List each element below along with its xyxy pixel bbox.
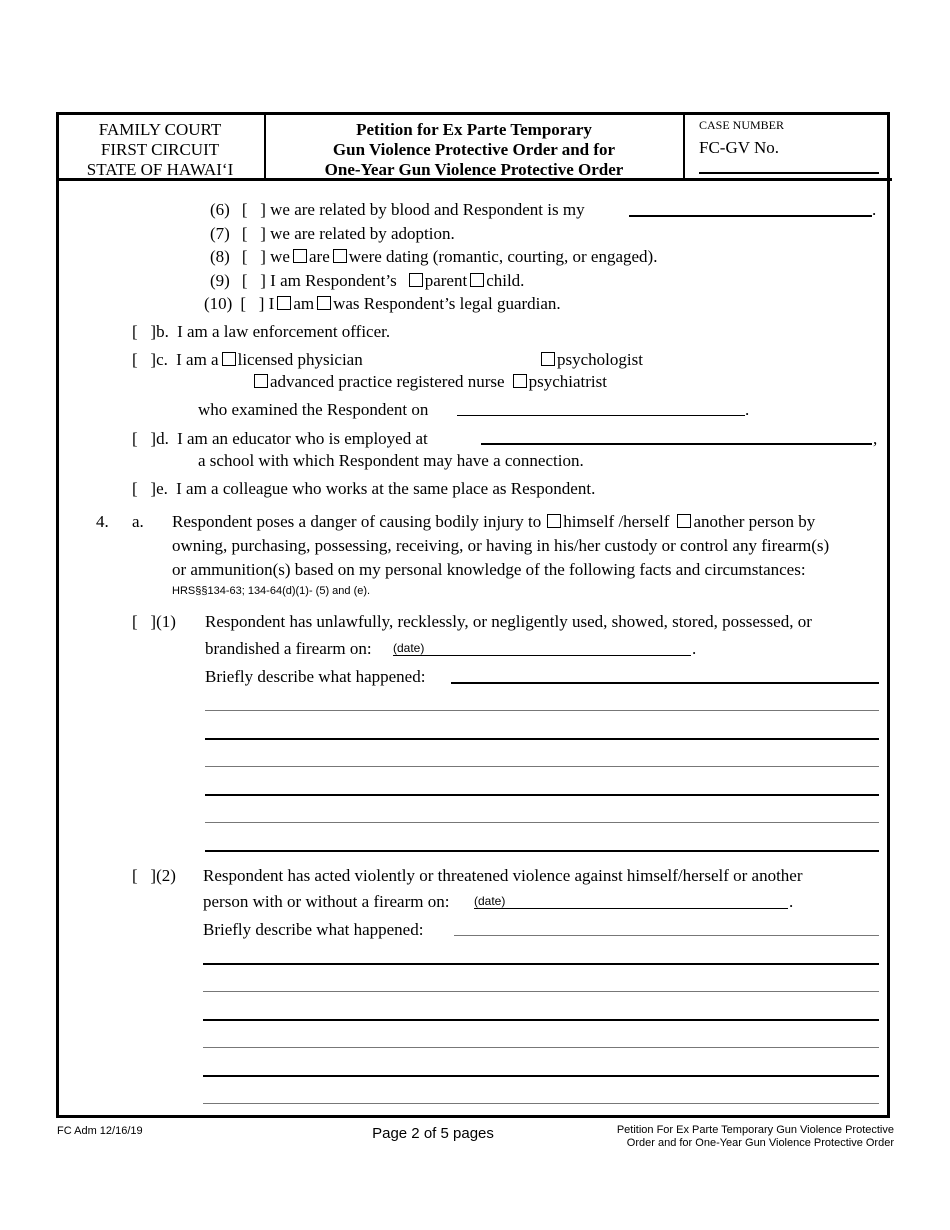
page-number: Page 2 of 5 pages (372, 1125, 494, 1142)
case-number-prefix: FC-GV No. (699, 138, 779, 157)
checkbox[interactable] (293, 249, 307, 263)
q2-line1: Respondent has acted violently or threatened violence against himself/herself or another (203, 866, 803, 885)
examined-date-field[interactable] (457, 415, 745, 416)
q1-line1: Respondent has unlawfully, recklessly, or negligently used, showed, stored, possessed, or (205, 612, 812, 631)
q1-describe-label: Briefly describe what happened: (205, 667, 426, 686)
q1-describe-line[interactable] (205, 794, 879, 796)
relation-6: (6) [ ] we are related by blood and Respondent is my (210, 200, 585, 219)
case-number-label: CASE NUMBER (699, 118, 785, 132)
checkbox[interactable] (333, 249, 347, 263)
item-c: [ ]c. I am a licensed physician (132, 350, 363, 369)
checkbox-bracket[interactable]: [ ] (132, 350, 157, 369)
q1-describe-line[interactable] (205, 766, 879, 767)
checkbox-bracket[interactable]: [ ] (241, 271, 266, 290)
q2-describe-label: Briefly describe what happened: (203, 920, 424, 939)
checkbox[interactable] (513, 374, 527, 388)
q2-describe-line[interactable] (203, 991, 879, 992)
q1-describe-line[interactable] (205, 710, 879, 711)
q1-describe-line[interactable] (205, 738, 879, 740)
checkbox[interactable] (317, 296, 331, 310)
item-d-line2: a school with which Respondent may have a connection. (198, 451, 584, 470)
q2-date-label: (date) (474, 894, 506, 908)
item-c-line2: advanced practice registered nurse psychiatrist (251, 372, 607, 392)
header-divider-v2 (683, 112, 685, 180)
q1-line2: brandished a firearm on: (205, 639, 372, 658)
checkbox[interactable] (547, 514, 561, 528)
q1-date-label: (date) (393, 641, 425, 655)
q2-describe-line[interactable] (203, 1103, 879, 1104)
checkbox-bracket[interactable]: [ ] (240, 294, 265, 313)
section-4-number: 4. (96, 512, 109, 531)
q1-describe-field[interactable] (451, 682, 879, 684)
item-c-psychologist: psychologist (538, 350, 643, 370)
item-b: [ ]b. I am a law enforcement officer. (132, 322, 391, 341)
period: . (872, 200, 877, 219)
q2-describe-line[interactable] (203, 1075, 879, 1077)
q1-describe-line[interactable] (205, 850, 879, 852)
q2-date-field[interactable] (474, 908, 788, 909)
section-4-line3: or ammunition(s) based on my personal knowledge of the following facts and circumstances: (172, 560, 806, 579)
relation-8: (8) [ ] we are were dating (romantic, courting, or engaged). (210, 247, 658, 266)
checkbox-bracket[interactable]: [ ] (241, 200, 266, 219)
checkbox[interactable] (470, 273, 484, 287)
checkbox-bracket[interactable]: [ ] (241, 224, 266, 243)
case-number-field[interactable] (699, 172, 879, 174)
comma: , (873, 429, 878, 448)
checkbox-bracket[interactable]: [ ] (241, 247, 266, 266)
checkbox[interactable] (409, 273, 423, 287)
checkbox-bracket[interactable]: [ ] (132, 866, 157, 885)
statute-citation: HRS§§134-63; 134-64(d)(1)- (5) and (e). (172, 585, 371, 597)
checkbox[interactable] (222, 352, 236, 366)
item-d: [ ]d. I am an educator who is employed at (132, 429, 428, 448)
checkbox-bracket[interactable]: [ ] (132, 429, 157, 448)
checkbox[interactable] (541, 352, 555, 366)
q2-line2: person with or without a firearm on: (203, 892, 450, 911)
item-e: [ ]e. I am a colleague who works at the same place as Respondent. (132, 479, 596, 498)
court-name: FAMILY COURT FIRST CIRCUIT STATE OF HAWAI‘I (86, 120, 234, 179)
checkbox[interactable] (677, 514, 691, 528)
q1-describe-line[interactable] (205, 822, 879, 823)
educator-employer-field[interactable] (481, 443, 872, 445)
period: . (789, 892, 794, 911)
q2-checkbox: [ ](2) (132, 866, 176, 885)
relation-9: (9) [ ] I am Respondent’s parent child. (210, 271, 525, 290)
q2-describe-line[interactable] (203, 1047, 879, 1048)
relation-6-field[interactable] (629, 215, 872, 217)
period: . (745, 400, 750, 419)
header-divider-v1 (264, 112, 266, 180)
q2-describe-line[interactable] (203, 963, 879, 965)
q2-describe-field[interactable] (454, 935, 879, 936)
footer-title: Petition For Ex Parte Temporary Gun Violence Protective Order and for One-Year Gun Violence Protective Order (616, 1124, 894, 1149)
q2-describe-line[interactable] (203, 1019, 879, 1021)
checkbox-bracket[interactable]: [ ] (132, 479, 157, 498)
form-id: FC Adm 12/16/19 (57, 1125, 143, 1137)
checkbox-bracket[interactable]: [ ] (132, 612, 157, 631)
q1-checkbox: [ ](1) (132, 612, 176, 631)
checkbox[interactable] (254, 374, 268, 388)
relation-7: (7) [ ] we are related by adoption. (210, 224, 455, 243)
checkbox[interactable] (277, 296, 291, 310)
section-4-letter: a. (132, 512, 144, 531)
item-c-examined: who examined the Respondent on (198, 400, 429, 419)
period: . (692, 639, 697, 658)
checkbox-bracket[interactable]: [ ] (132, 322, 157, 341)
q1-date-field[interactable] (393, 655, 691, 656)
relation-10: (10) [ ] I am was Respondent’s legal guardian. (204, 294, 561, 313)
section-4-line2: owning, purchasing, possessing, receiving, or having in his/her custody or control any firearm(s) (172, 536, 830, 555)
form-title: Petition for Ex Parte Temporary Gun Violence Protective Order and for One-Year Gun Violence Protective Order (324, 120, 624, 179)
section-4-line1: Respondent poses a danger of causing bodily injury to himself /herself another person by (172, 512, 816, 531)
